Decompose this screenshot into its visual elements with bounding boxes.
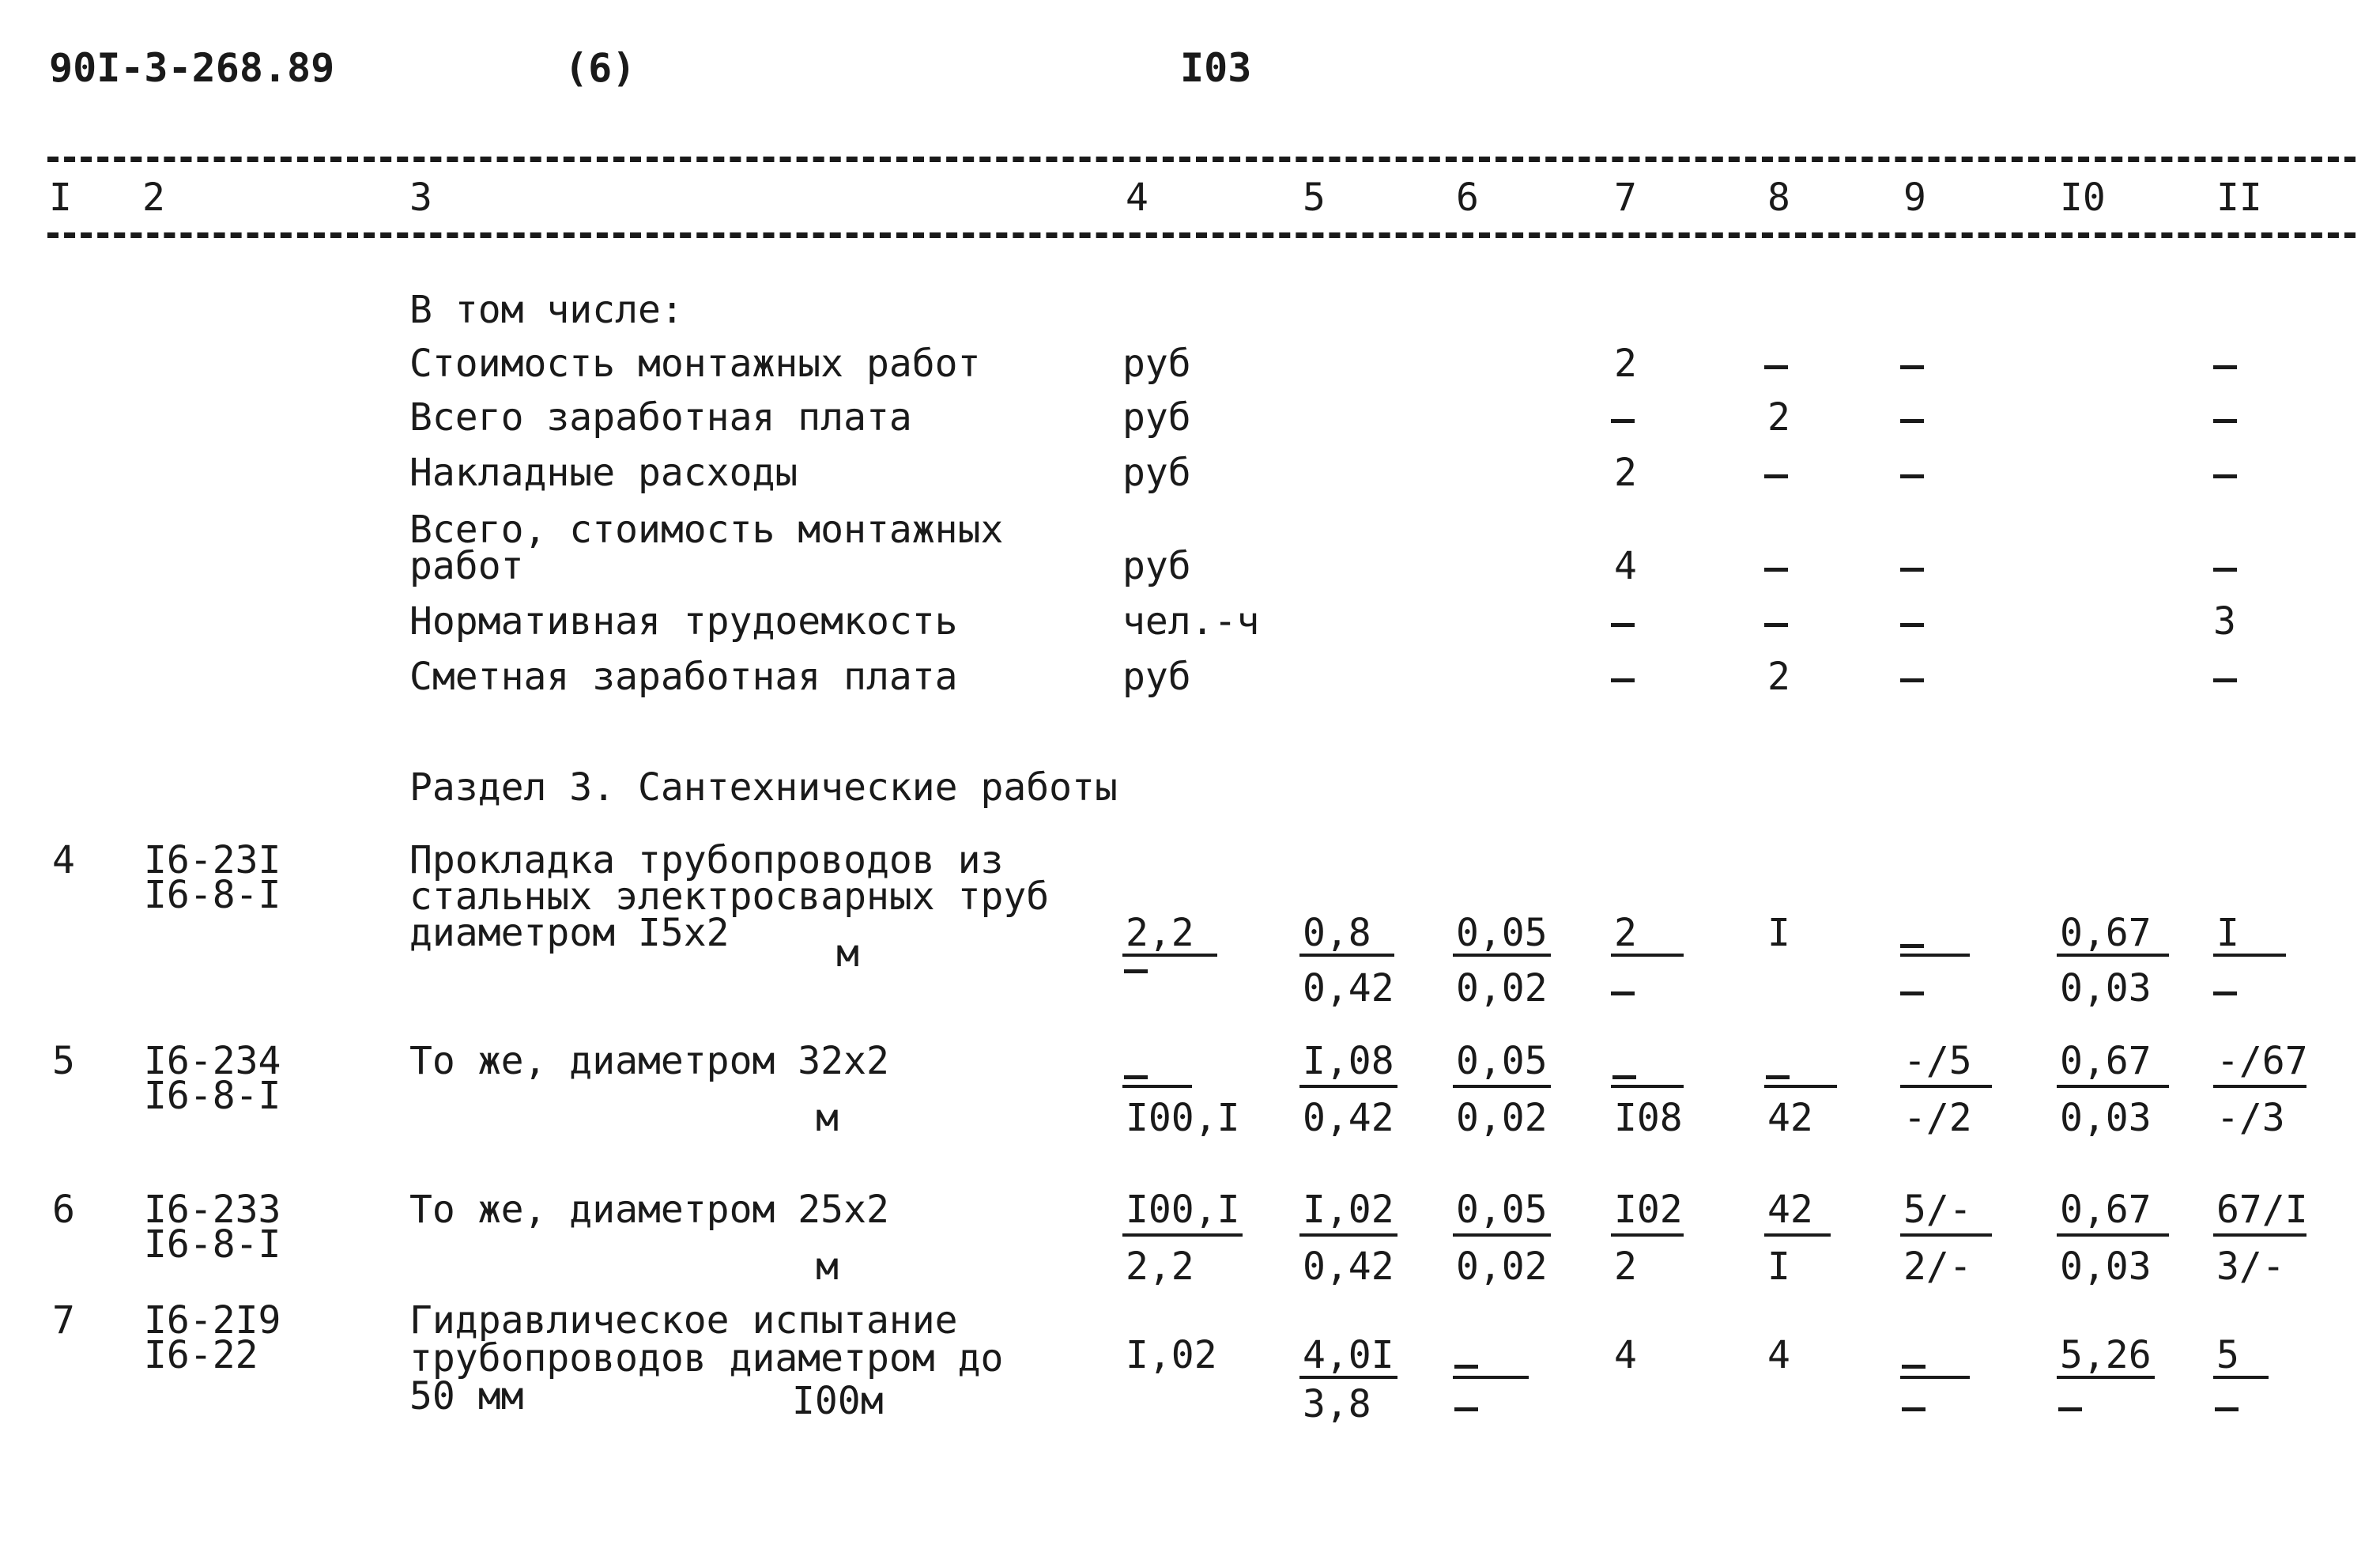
item-unit: м bbox=[836, 931, 859, 976]
cell-c6-bottom: 0,02 bbox=[1456, 1245, 1548, 1289]
cell-c7: 4 bbox=[1614, 544, 1637, 588]
cell-c5-top: 0,8 bbox=[1303, 911, 1371, 955]
cell-c7-top: I02 bbox=[1614, 1188, 1683, 1232]
cell-c9-top: -/5 bbox=[1903, 1039, 1972, 1083]
cell-c11-bottom: -/3 bbox=[2216, 1096, 2285, 1140]
cell-c7-dash bbox=[1611, 991, 1635, 995]
cell-c9-dash bbox=[1900, 365, 1924, 369]
cell-c11-top: 5 bbox=[2216, 1333, 2239, 1377]
cell-c7-top: 2 bbox=[1614, 911, 1637, 955]
row-unit: чел.-ч bbox=[1122, 599, 1260, 644]
item-code: I6-234 bbox=[144, 1039, 281, 1083]
cell-c5-top: I,02 bbox=[1303, 1188, 1394, 1232]
cell-c7-dash bbox=[1611, 678, 1635, 682]
row-unit: руб bbox=[1122, 395, 1191, 440]
cell-c8: 2 bbox=[1767, 655, 1790, 699]
cell-c11-dash bbox=[2213, 991, 2237, 995]
cell-c9-bottom: 2/- bbox=[1903, 1245, 1972, 1289]
item-name-line: То же, диаметром 25x2 bbox=[409, 1188, 889, 1232]
cell-c7: 2 bbox=[1614, 451, 1637, 495]
cell-c7-underline bbox=[1611, 954, 1684, 957]
cell-c6-underline bbox=[1453, 954, 1551, 957]
cell-c5-top: 4,0I bbox=[1303, 1333, 1394, 1377]
cell-c6-underline bbox=[1453, 1085, 1551, 1088]
col-header-6: 6 bbox=[1456, 176, 1479, 220]
cell-c11-underline bbox=[2213, 1085, 2306, 1088]
cell-c11-dash bbox=[2213, 365, 2237, 369]
cell-c8-dash bbox=[1764, 474, 1788, 478]
cell-c9-underline bbox=[1900, 1233, 1992, 1237]
item-code: I6-22 bbox=[144, 1333, 258, 1377]
cell-c9-dash bbox=[1900, 678, 1924, 682]
cell-c8-underline bbox=[1764, 1085, 1837, 1088]
cell-c7-dash bbox=[1611, 623, 1635, 627]
row-name: Всего заработная плата bbox=[409, 395, 912, 440]
row-name-line-2: работ bbox=[409, 544, 524, 588]
cell-c10-top: 0,67 bbox=[2060, 1039, 2152, 1083]
item-code: I6-8-I bbox=[144, 1222, 281, 1267]
cell-c5-bottom: 3,8 bbox=[1303, 1382, 1371, 1426]
cell-c9-dash bbox=[1900, 419, 1924, 423]
cell-c8-bottom: 42 bbox=[1767, 1096, 1813, 1140]
cell-c8-top: 42 bbox=[1767, 1188, 1813, 1232]
cell-c11-dash bbox=[2213, 678, 2237, 682]
cell-c7: 2 bbox=[1614, 342, 1637, 386]
cell-c10-dash bbox=[2058, 1407, 2082, 1411]
row-unit: руб bbox=[1122, 544, 1191, 588]
cell-c6-underline bbox=[1453, 1233, 1551, 1237]
row-name: Нормативная трудоемкость bbox=[409, 599, 958, 644]
cell-c8: 4 bbox=[1767, 1333, 1790, 1377]
item-code: I6-233 bbox=[144, 1188, 281, 1232]
item-code: I6-8-I bbox=[144, 873, 281, 917]
item-name-line: То же, диаметром 32x2 bbox=[409, 1039, 889, 1083]
row-unit: руб bbox=[1122, 655, 1191, 699]
cell-c4-dash bbox=[1124, 1075, 1148, 1079]
item-name-line: трубопроводов диаметром до bbox=[409, 1336, 1004, 1380]
item-number: 7 bbox=[52, 1298, 75, 1343]
col-header-8: 8 bbox=[1767, 176, 1790, 220]
cell-c7: 4 bbox=[1614, 1333, 1637, 1377]
cell-c11-dash bbox=[2213, 419, 2237, 423]
cell-c11-top: I bbox=[2216, 911, 2239, 955]
cell-c10-bottom: 0,03 bbox=[2060, 1096, 2152, 1140]
col-header-9: 9 bbox=[1903, 176, 1926, 220]
cell-c9-dash bbox=[1900, 474, 1924, 478]
item-number: 4 bbox=[52, 838, 75, 882]
item-name-line: стальных электросварных труб bbox=[409, 874, 1050, 919]
cell-c7-underline bbox=[1611, 1233, 1684, 1237]
cell-c7-bottom: 2 bbox=[1614, 1245, 1637, 1289]
cell-c4: I,02 bbox=[1126, 1333, 1217, 1377]
row-name-line-1: Всего, стоимость монтажных bbox=[409, 508, 1004, 552]
cell-c8-top: I bbox=[1767, 911, 1790, 955]
cell-c8-dash bbox=[1764, 365, 1788, 369]
cell-c9-top: 5/- bbox=[1903, 1188, 1972, 1232]
cell-c9-dash bbox=[1900, 568, 1924, 572]
col-header-10: I0 bbox=[2060, 176, 2106, 220]
cell-c4-dash bbox=[1124, 969, 1148, 973]
cell-c11-bottom: 3/- bbox=[2216, 1245, 2285, 1289]
cell-c11-top: -/67 bbox=[2216, 1039, 2308, 1083]
item-code: I6-2I9 bbox=[144, 1298, 281, 1343]
cell-c10-underline bbox=[2057, 954, 2169, 957]
cell-c5-bottom: 0,42 bbox=[1303, 1245, 1394, 1289]
sheet-number: (6) bbox=[564, 45, 636, 91]
cell-c9-underline bbox=[1900, 954, 1970, 957]
row-name: Накладные расходы bbox=[409, 451, 798, 495]
cell-c6-bottom: 0,02 bbox=[1456, 966, 1548, 1010]
row-name: Сметная заработная плата bbox=[409, 655, 958, 699]
col-header-2: 2 bbox=[142, 176, 165, 220]
cell-c7-dash bbox=[1611, 419, 1635, 423]
cell-c5-bottom: 0,42 bbox=[1303, 1096, 1394, 1140]
col-header-4: 4 bbox=[1126, 176, 1149, 220]
cell-c4-top: 2,2 bbox=[1126, 911, 1194, 955]
cell-c11-dash bbox=[2213, 568, 2237, 572]
cell-c8-bottom: I bbox=[1767, 1245, 1790, 1289]
cell-c6-dash bbox=[1454, 1407, 1478, 1411]
cell-c11: 3 bbox=[2213, 599, 2236, 644]
cell-c10-bottom: 0,03 bbox=[2060, 1245, 2152, 1289]
cell-c5-top: I,08 bbox=[1303, 1039, 1394, 1083]
cell-c5-underline bbox=[1299, 1376, 1397, 1379]
cell-c5-bottom: 0,42 bbox=[1303, 966, 1394, 1010]
col-header-1: I bbox=[49, 176, 72, 220]
cell-c6-underline bbox=[1453, 1376, 1529, 1379]
cell-c9-dash bbox=[1900, 623, 1924, 627]
cell-c8-underline bbox=[1764, 1233, 1831, 1237]
cell-c10-underline bbox=[2057, 1085, 2169, 1088]
cell-c5-underline bbox=[1299, 1085, 1397, 1088]
cell-c4-top: I00,I bbox=[1126, 1188, 1240, 1232]
item-name-line: диаметром I5x2 bbox=[409, 911, 730, 955]
cell-c6-top: 0,05 bbox=[1456, 911, 1548, 955]
item-name-line: 50 мм bbox=[409, 1374, 524, 1418]
cell-c5-underline bbox=[1299, 954, 1394, 957]
header-bottom-rule bbox=[47, 232, 2355, 238]
cell-c7-bottom: I08 bbox=[1614, 1096, 1683, 1140]
item-number: 5 bbox=[52, 1039, 75, 1083]
item-name-line: Гидравлическое испытание bbox=[409, 1298, 958, 1343]
cell-c6-top: 0,05 bbox=[1456, 1039, 1548, 1083]
col-header-11: II bbox=[2216, 176, 2262, 220]
cell-c11-underline bbox=[2213, 954, 2286, 957]
cell-c9-dash bbox=[1902, 1407, 1925, 1411]
cell-c8-dash bbox=[1764, 623, 1788, 627]
cell-c10-top: 0,67 bbox=[2060, 1188, 2152, 1232]
cell-c10-top: 5,26 bbox=[2060, 1333, 2152, 1377]
cell-c6-dash bbox=[1454, 1365, 1478, 1369]
section-title: Раздел 3. Сантехнические работы bbox=[409, 765, 1118, 810]
cell-c11-underline bbox=[2213, 1233, 2306, 1237]
row-unit: руб bbox=[1122, 342, 1191, 386]
cell-c11-dash bbox=[2215, 1407, 2239, 1411]
cell-c9-underline bbox=[1900, 1376, 1970, 1379]
cell-c7-dash bbox=[1612, 1075, 1636, 1079]
cell-c11-underline bbox=[2213, 1376, 2269, 1379]
item-code: I6-8-I bbox=[144, 1074, 281, 1118]
cell-c11-dash bbox=[2213, 474, 2237, 478]
cell-c6-top: 0,05 bbox=[1456, 1188, 1548, 1232]
cell-c6-bottom: 0,02 bbox=[1456, 1096, 1548, 1140]
intro-title: В том числе: bbox=[409, 288, 684, 332]
cell-c8-dash bbox=[1764, 568, 1788, 572]
document-code: 90I-3-268.89 bbox=[49, 45, 335, 91]
page-number: I03 bbox=[1180, 45, 1252, 91]
cell-c10-bottom: 0,03 bbox=[2060, 966, 2152, 1010]
cell-c7-underline bbox=[1611, 1085, 1684, 1088]
item-number: 6 bbox=[52, 1188, 75, 1232]
cell-c9-bottom: -/2 bbox=[1903, 1096, 1972, 1140]
cell-c8-dash bbox=[1766, 1075, 1790, 1079]
cell-c9-underline bbox=[1900, 1085, 1992, 1088]
cell-c8: 2 bbox=[1767, 395, 1790, 440]
cell-c9-dash bbox=[1900, 991, 1924, 995]
cell-c10-underline bbox=[2057, 1376, 2155, 1379]
row-unit: руб bbox=[1122, 451, 1191, 495]
col-header-5: 5 bbox=[1303, 176, 1326, 220]
cell-c4-underline bbox=[1122, 954, 1217, 957]
row-name: Стоимость монтажных работ bbox=[409, 342, 981, 386]
col-header-7: 7 bbox=[1614, 176, 1637, 220]
item-unit: I00м bbox=[792, 1379, 884, 1423]
cell-c11-top: 67/I bbox=[2216, 1188, 2308, 1232]
item-code: I6-23I bbox=[144, 838, 281, 882]
header-top-rule bbox=[47, 157, 2355, 162]
cell-c4-underline bbox=[1122, 1233, 1243, 1237]
item-name-line: Прокладка трубопроводов из bbox=[409, 838, 1004, 882]
col-header-3: 3 bbox=[409, 176, 432, 220]
cell-c4-bottom: 2,2 bbox=[1126, 1245, 1194, 1289]
cell-c9-dash bbox=[1900, 944, 1924, 948]
cell-c10-underline bbox=[2057, 1233, 2169, 1237]
cell-c10-top: 0,67 bbox=[2060, 911, 2152, 955]
cell-c4-bottom: I00,I bbox=[1126, 1096, 1240, 1140]
cell-c9-dash bbox=[1902, 1365, 1925, 1369]
cell-c4-underline bbox=[1122, 1085, 1192, 1088]
cell-c5-underline bbox=[1299, 1233, 1397, 1237]
item-unit: м bbox=[816, 1096, 839, 1140]
item-unit: м bbox=[816, 1245, 839, 1289]
